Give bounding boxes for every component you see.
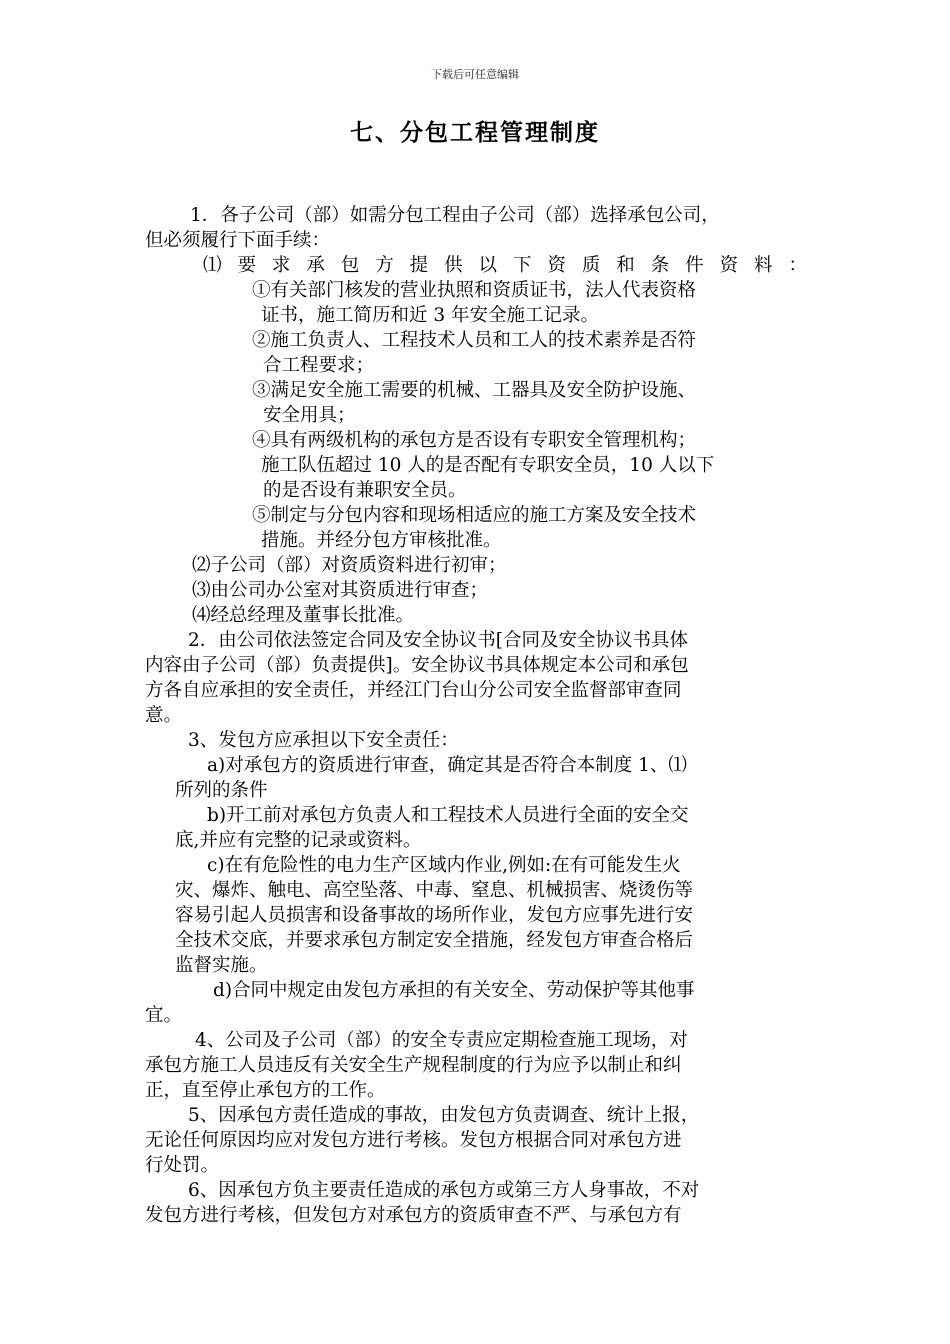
text-line: ①有关部门核发的营业执照和资质证书，法人代表资格 <box>252 280 697 301</box>
text-line: 意。 <box>145 705 183 726</box>
text-line: 灾、爆炸、触电、高空坠落、中毒、窒息、机械损害、烧烫伤等 <box>175 880 694 901</box>
text-line: ⑤制定与分包内容和现场相适应的施工方案及安全技术 <box>252 505 697 526</box>
text-line: ④具有两级机构的承包方是否设有专职安全管理机构； <box>252 430 697 451</box>
text-line: ⑶由公司办公室对其资质进行审查； <box>192 580 489 601</box>
text-line: d)合同中规定由发包方承担的有关安全、劳动保护等其他事 <box>213 980 695 1001</box>
text-line: 但必须履行下面手续： <box>145 230 331 251</box>
text-line: 2．由公司依法签定合同及安全协议书[合同及安全协议书具体 <box>188 630 688 651</box>
text-line: 方各自应承担的安全责任，并经江门台山分公司安全监督部审查同 <box>145 680 682 701</box>
text-line: 1．各子公司（部）如需分包工程由子公司（部）选择承包公司， <box>190 205 720 226</box>
document-title: 七、分包工程管理制度 <box>350 119 600 146</box>
text-line: 行处罚。 <box>145 1155 220 1176</box>
text-line: 底,并应有完整的记录或资料。 <box>175 830 422 851</box>
text-line: b)开工前对承包方负责人和工程技术人员进行全面的安全交 <box>207 805 689 826</box>
text-line: 6、因承包方负主要责任造成的承包方或第三方人身事故，不对 <box>188 1180 700 1201</box>
text-line: 所列的条件 <box>175 780 268 801</box>
text-line: 无论任何原因均应对发包方进行考核。发包方根据合同对承包方进 <box>145 1130 682 1151</box>
text-line: 正，直至停止承包方的工作。 <box>145 1080 386 1101</box>
text-line: 全技术交底，并要求承包方制定安全措施，经发包方审查合格后 <box>175 930 694 951</box>
text-line: 宜。 <box>145 1005 183 1026</box>
text-line: a)对承包方的资质进行审查，确定其是否符合本制度 1、⑴ <box>207 755 687 776</box>
text-line: ⑷经总经理及董事长批准。 <box>192 605 415 626</box>
text-line: 安全用具； <box>263 405 356 426</box>
text-line: 承包方施工人员违反有关安全生产规程制度的行为应予以制止和纠 <box>145 1055 682 1076</box>
text-line: ⑵子公司（部）对资质资料进行初审； <box>192 555 507 576</box>
text-line: 发包方进行考核，但发包方对承包方的资质审查不严、与承包方有 <box>145 1205 682 1226</box>
text-line: 4、公司及子公司（部）的安全专责应定期检查施工现场，对 <box>195 1030 688 1051</box>
text-line: 内容由子公司（部）负责提供]。安全协议书具体规定本公司和承包 <box>145 655 689 676</box>
text-line: ⑴ 要 求 承 包 方 提 供 以 下 资 质 和 条 件 资 料 ： <box>203 255 807 276</box>
text-line: 措施。并经分包方审核批准。 <box>261 530 502 551</box>
text-line: ②施工负责人、工程技术人员和工人的技术素养是否符 <box>252 330 697 351</box>
text-line: c)在有危险性的电力生产区域内作业,例如:在有可能发生火 <box>207 855 681 876</box>
text-line: 施工队伍超过 10 人的是否配有专职安全员，10 人以下 <box>261 455 715 476</box>
document-body <box>145 203 815 1228</box>
text-line: 3、发包方应承担以下安全责任： <box>188 730 459 751</box>
text-line: 证书，施工简历和近 3 年安全施工记录。 <box>261 305 600 326</box>
text-line: 监督实施。 <box>175 955 268 976</box>
header-note: 下载后可任意编辑 <box>431 68 519 81</box>
text-line: 5、因承包方责任造成的事故，由发包方负责调查、统计上报， <box>188 1105 700 1126</box>
text-line: 的是否设有兼职安全员。 <box>263 480 467 501</box>
text-line: ③满足安全施工需要的机械、工器具及安全防护设施、 <box>252 380 697 401</box>
text-line: 容易引起人员损害和设备事故的场所作业，发包方应事先进行安 <box>175 905 694 926</box>
text-line: 合工程要求； <box>263 355 375 376</box>
